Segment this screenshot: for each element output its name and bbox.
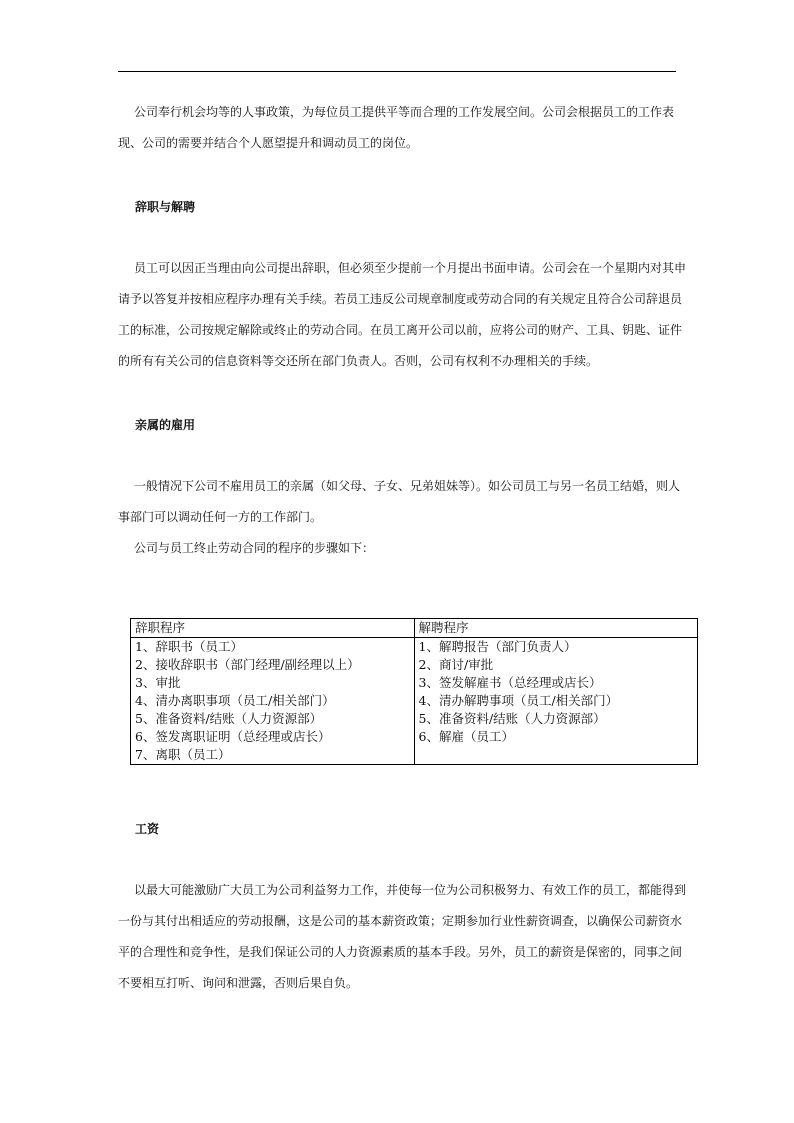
list-item: 4、清办离职事项（员工/相关部门） (135, 693, 335, 708)
relatives-paragraph: 一般情况下公司不雇用员工的亲属（如父母、子女、兄弟姐妹等）。如公司员工与另一名员工结婚，则人事部门可以调动任何一方的工作部门。 (118, 479, 681, 524)
header-rule (118, 71, 676, 72)
intro-paragraph: 公司奉行机会均等的人事政策，为每位员工提供平等而合理的工作发展空间。公司会根据员工的工作表现、公司的需要并结合个人愿望提升和调动员工的岗位。 (118, 105, 675, 150)
salary-paragraph: 以最大可能激励广大员工为公司利益努力工作，并使每一位为公司积极努力、有效工作的员工，都能得到一份与其付出相适应的劳动报酬，这是公司的基本薪资政策；定期参加行业性薪资调查，以确保公司薪资水平的合理性和竞争性，是我们保证公司的人力资源素质的基本手段。另外，员工的薪资是保密的，同事之间不要相互打听、询问和泄露，否则后果自负。 (118, 883, 687, 990)
termination-steps-table (130, 618, 698, 765)
table-row (131, 638, 698, 765)
heading-resign-dismiss: 辞职与解聘 (135, 200, 196, 214)
list-item: 2、接收辞职书（部门经理/副经理以上） (135, 657, 360, 672)
dismiss-steps-list (419, 638, 694, 746)
list-item: 7、离职（员工） (135, 747, 231, 762)
resign-procedure-header: 辞职程序 (131, 619, 415, 638)
resign-steps-list (135, 638, 410, 764)
list-item: 1、辞职书（员工） (135, 639, 243, 654)
list-item: 3、审批 (135, 675, 181, 690)
resign-steps-cell (131, 638, 415, 765)
list-item: 1、解聘报告（部门负责人） (418, 639, 577, 654)
list-item: 6、解雇（员工） (418, 729, 514, 744)
list-item: 4、清办解聘事项（员工/相关部门） (418, 693, 619, 708)
heading-relatives: 亲属的雇用 (135, 418, 196, 432)
list-item: 5、准备资料/结账（人力资源部） (135, 711, 323, 726)
list-item: 6、签发离职证明（总经理或店长） (135, 729, 331, 744)
list-item: 3、签发解雇书（总经理或店长） (418, 675, 602, 690)
list-item: 5、准备资料/结账（人力资源部） (418, 711, 606, 726)
heading-salary: 工资 (135, 822, 160, 836)
list-item: 2、商讨/审批 (418, 657, 494, 672)
table-header-row (131, 619, 698, 638)
dismiss-steps-cell (414, 638, 698, 765)
steps-intro-paragraph: 公司与员工终止劳动合同的程序的步骤如下： (134, 541, 375, 555)
resign-paragraph: 员工可以因正当理由向公司提出辞职，但必须至少提前一个月提出书面申请。公司会在一个星期内对其申请予以答复并按相应程序办理有关手续。若员工违反公司规章制度或劳动合同的有关规定且符合公司辞退员工的标准，公司按规定解除或终止的劳动合同。在员工离开公司以前，应将公司的财产、工具、钥匙、证件的所有有关公司的信息资料等交还所在部门负责人。否则，公司有权利不办理相关的手续。 (118, 261, 687, 368)
dismiss-procedure-header: 解聘程序 (414, 619, 698, 638)
